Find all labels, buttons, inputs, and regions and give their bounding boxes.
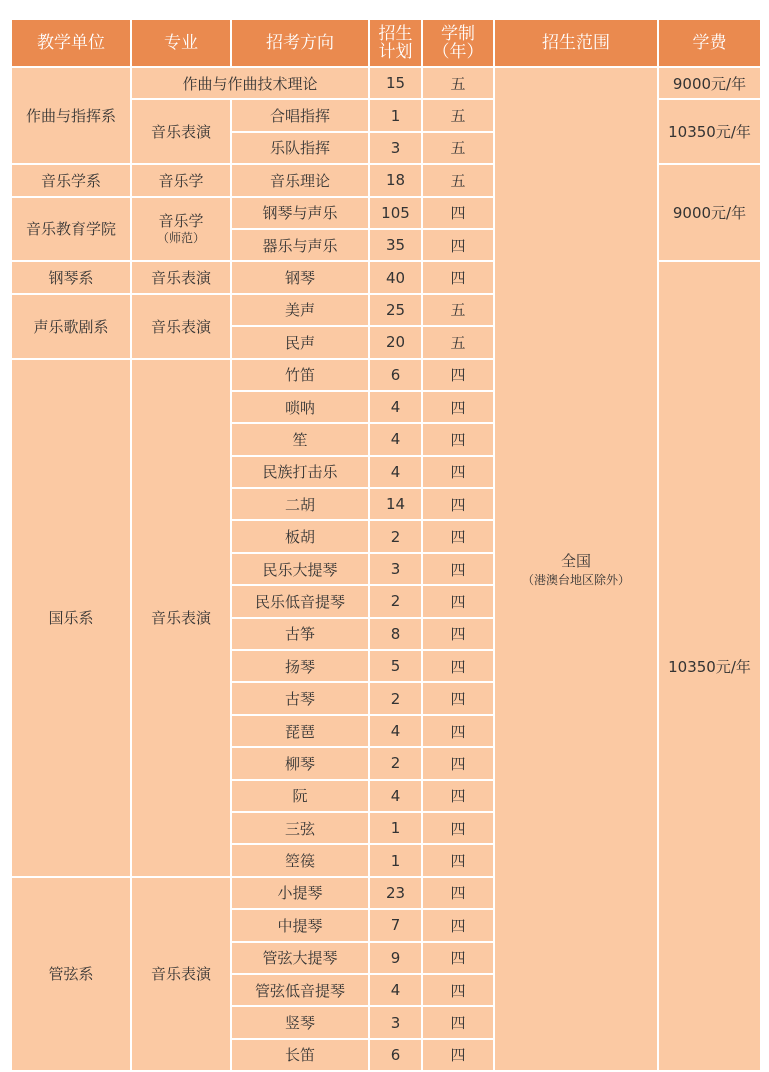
direction-cell: 民乐大提琴 <box>231 553 369 585</box>
fee-cell: 9000元/年 <box>658 164 761 261</box>
years-cell: 四 <box>422 974 494 1006</box>
direction-cell: 民乐低音提琴 <box>231 585 369 617</box>
direction-cell: 阮 <box>231 780 369 812</box>
fee-cell: 10350元/年 <box>658 99 761 164</box>
header-scope: 招生范围 <box>494 19 658 67</box>
years-cell: 四 <box>422 942 494 974</box>
major-sub: （师范） <box>156 230 205 245</box>
plan-cell: 6 <box>369 359 422 391</box>
direction-cell: 二胡 <box>231 488 369 520</box>
years-cell: 四 <box>422 812 494 844</box>
unit-cell: 音乐学系 <box>11 164 131 196</box>
years-cell: 五 <box>422 132 494 164</box>
direction-cell: 竖琴 <box>231 1006 369 1038</box>
direction-cell: 管弦低音提琴 <box>231 974 369 1006</box>
plan-cell: 7 <box>369 909 422 941</box>
plan-cell: 40 <box>369 261 422 293</box>
unit-cell: 管弦系 <box>11 877 131 1071</box>
direction-cell: 民声 <box>231 326 369 358</box>
header-direction: 招考方向 <box>231 19 369 67</box>
years-cell: 四 <box>422 747 494 779</box>
years-cell: 四 <box>422 682 494 714</box>
plan-cell: 35 <box>369 229 422 261</box>
direction-cell: 钢琴 <box>231 261 369 293</box>
direction-cell: 琵琶 <box>231 715 369 747</box>
years-cell: 五 <box>422 294 494 326</box>
plan-cell: 2 <box>369 747 422 779</box>
plan-cell: 14 <box>369 488 422 520</box>
direction-cell: 竹笛 <box>231 359 369 391</box>
direction-cell: 古琴 <box>231 682 369 714</box>
header-major: 专业 <box>131 19 231 67</box>
fee-cell: 9000元/年 <box>658 67 761 99</box>
years-cell: 四 <box>422 391 494 423</box>
enrollment-table-wrapper <box>10 18 762 1072</box>
direction-cell: 器乐与声乐 <box>231 229 369 261</box>
header-fee: 学费 <box>658 19 761 67</box>
plan-cell: 9 <box>369 942 422 974</box>
years-cell: 四 <box>422 909 494 941</box>
years-cell: 四 <box>422 877 494 909</box>
scope-cell <box>494 67 658 1071</box>
direction-cell: 音乐理论 <box>231 164 369 196</box>
unit-cell: 钢琴系 <box>11 261 131 293</box>
plan-cell: 4 <box>369 974 422 1006</box>
plan-cell: 3 <box>369 1006 422 1038</box>
major-cell: 音乐表演 <box>131 99 231 164</box>
years-cell: 四 <box>422 553 494 585</box>
plan-cell: 5 <box>369 650 422 682</box>
header-plan <box>369 19 422 67</box>
plan-cell: 4 <box>369 780 422 812</box>
years-cell: 四 <box>422 844 494 876</box>
major-cell <box>131 197 231 262</box>
unit-cell: 国乐系 <box>11 359 131 877</box>
plan-cell: 4 <box>369 715 422 747</box>
direction-cell: 小提琴 <box>231 877 369 909</box>
enrollment-table <box>10 18 762 1072</box>
major-cell: 音乐表演 <box>131 359 231 877</box>
header-years-line2: （年） <box>432 42 484 62</box>
years-cell: 四 <box>422 520 494 552</box>
plan-cell: 20 <box>369 326 422 358</box>
years-cell: 四 <box>422 261 494 293</box>
direction-cell: 美声 <box>231 294 369 326</box>
direction-cell: 中提琴 <box>231 909 369 941</box>
years-cell: 五 <box>422 326 494 358</box>
years-cell: 四 <box>422 1006 494 1038</box>
years-cell: 四 <box>422 715 494 747</box>
plan-cell: 18 <box>369 164 422 196</box>
plan-cell: 4 <box>369 391 422 423</box>
direction-cell: 合唱指挥 <box>231 99 369 131</box>
years-cell: 四 <box>422 780 494 812</box>
direction-cell: 柳琴 <box>231 747 369 779</box>
years-cell: 五 <box>422 67 494 99</box>
plan-cell: 23 <box>369 877 422 909</box>
scope-main: 全国 <box>560 552 591 571</box>
direction-cell: 长笛 <box>231 1039 369 1071</box>
years-cell: 四 <box>422 488 494 520</box>
direction-cell: 古筝 <box>231 618 369 650</box>
plan-cell: 3 <box>369 553 422 585</box>
direction-cell: 箜篌 <box>231 844 369 876</box>
years-cell: 四 <box>422 197 494 229</box>
years-cell: 四 <box>422 585 494 617</box>
major-cell: 音乐学 <box>131 164 231 196</box>
plan-cell: 105 <box>369 197 422 229</box>
plan-cell: 1 <box>369 812 422 844</box>
direction-cell: 唢呐 <box>231 391 369 423</box>
major-cell: 音乐表演 <box>131 294 231 359</box>
years-cell: 五 <box>422 99 494 131</box>
direction-cell: 板胡 <box>231 520 369 552</box>
unit-cell: 音乐教育学院 <box>11 197 131 262</box>
plan-cell: 15 <box>369 67 422 99</box>
plan-cell: 25 <box>369 294 422 326</box>
header-row <box>11 19 761 67</box>
years-cell: 四 <box>422 456 494 488</box>
years-cell: 四 <box>422 650 494 682</box>
scope-note: （港澳台地区除外） <box>521 573 630 588</box>
years-cell: 四 <box>422 1039 494 1071</box>
unit-cell: 作曲与指挥系 <box>11 67 131 164</box>
plan-cell: 2 <box>369 682 422 714</box>
plan-cell: 4 <box>369 423 422 455</box>
major-cell: 音乐表演 <box>131 877 231 1071</box>
direction-cell: 三弦 <box>231 812 369 844</box>
plan-cell: 2 <box>369 585 422 617</box>
years-cell: 四 <box>422 618 494 650</box>
unit-cell: 声乐歌剧系 <box>11 294 131 359</box>
direction-cell: 扬琴 <box>231 650 369 682</box>
direction-cell: 笙 <box>231 423 369 455</box>
plan-cell: 2 <box>369 520 422 552</box>
header-years <box>422 19 494 67</box>
fee-cell: 10350元/年 <box>658 261 761 1071</box>
header-plan-line2: 计划 <box>378 42 413 62</box>
plan-cell: 6 <box>369 1039 422 1071</box>
direction-cell: 钢琴与声乐 <box>231 197 369 229</box>
plan-cell: 8 <box>369 618 422 650</box>
major-direction-cell: 作曲与作曲技术理论 <box>131 67 369 99</box>
years-cell: 五 <box>422 164 494 196</box>
header-years-line1: 学制 <box>441 24 475 44</box>
years-cell: 四 <box>422 229 494 261</box>
plan-cell: 3 <box>369 132 422 164</box>
major-cell: 音乐表演 <box>131 261 231 293</box>
plan-cell: 1 <box>369 99 422 131</box>
header-unit: 教学单位 <box>11 19 131 67</box>
direction-cell: 管弦大提琴 <box>231 942 369 974</box>
major-main: 音乐学 <box>158 211 204 230</box>
header-plan-line1: 招生 <box>378 24 413 44</box>
direction-cell: 乐队指挥 <box>231 132 369 164</box>
direction-cell: 民族打击乐 <box>231 456 369 488</box>
plan-cell: 1 <box>369 844 422 876</box>
table-row <box>11 67 761 99</box>
years-cell: 四 <box>422 359 494 391</box>
years-cell: 四 <box>422 423 494 455</box>
plan-cell: 4 <box>369 456 422 488</box>
